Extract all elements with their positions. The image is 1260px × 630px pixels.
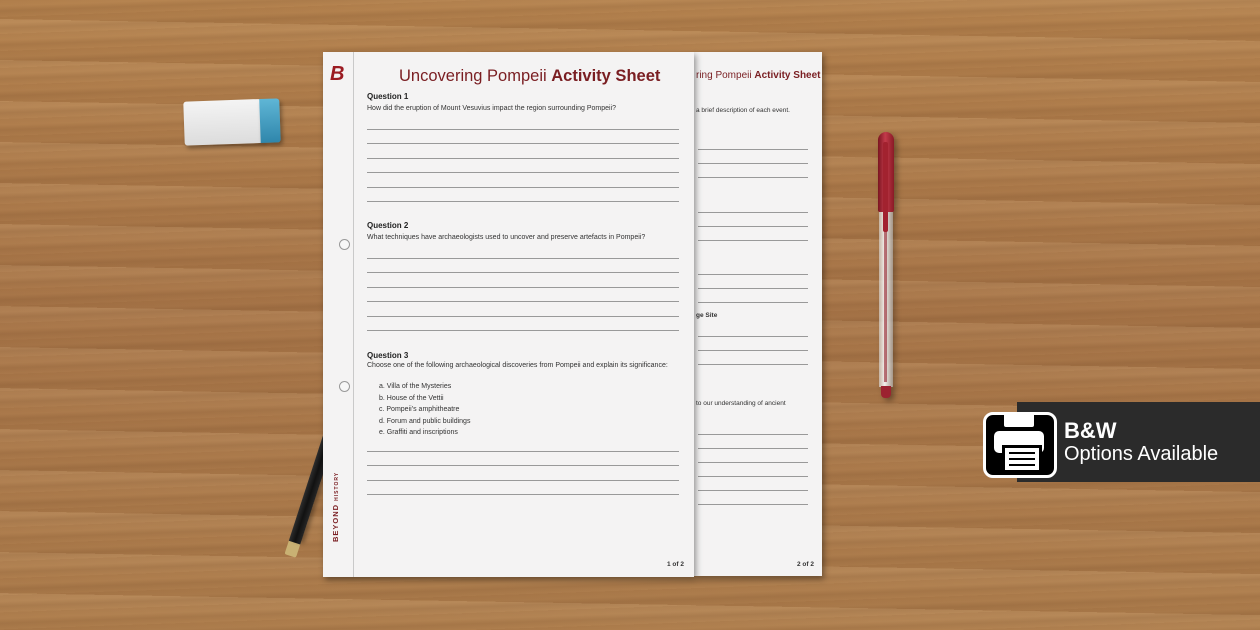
activity-sheet-page-2 — [694, 52, 822, 576]
page-2-heading: ge Site — [696, 312, 718, 319]
question-3-answer-lines — [367, 437, 679, 495]
page-2-instruction: a brief description of each event. — [696, 107, 790, 114]
question-2-text: What techniques have archaeologists used to uncover and preserve artefacts in Pompeii? — [367, 234, 646, 241]
page-2-answer-lines-5 — [698, 422, 808, 505]
question-1-text: How did the eruption of Mount Vesuvius impact the region surrounding Pompeii? — [367, 105, 617, 112]
question-1-answer-lines — [367, 115, 679, 202]
page-1-number: 1 of 2 — [667, 561, 684, 568]
page-2-answer-lines-3 — [698, 262, 808, 303]
question-2-heading: Question 2 — [367, 221, 409, 230]
punch-hole — [339, 239, 350, 250]
page-2-question-text: to our understanding of ancient — [696, 400, 786, 407]
question-3-text: Choose one of the following archaeological discoveries from Pompeii and explain its significance: — [367, 362, 668, 369]
question-3-options — [379, 381, 470, 439]
page-2-answer-lines-4 — [698, 324, 808, 365]
printer-icon — [983, 412, 1057, 478]
option-item: e. Graffiti and inscriptions — [379, 429, 458, 436]
badge-title: B&W — [1064, 418, 1117, 443]
page-title: Uncovering Pompeii Activity Sheet — [399, 67, 661, 85]
brand-logo-icon: B — [330, 63, 345, 85]
bw-options-badge — [1017, 402, 1260, 482]
brand-name: BEYOND HISTORY — [331, 471, 340, 542]
option-item: c. Pompeii’s amphitheatre — [379, 406, 460, 413]
punch-hole — [339, 381, 350, 392]
question-2-answer-lines — [367, 244, 679, 331]
activity-sheet-page-1 — [323, 52, 694, 577]
question-3-heading: Question 3 — [367, 351, 409, 360]
page-2-number: 2 of 2 — [797, 561, 814, 568]
option-item: d. Forum and public buildings — [379, 417, 471, 425]
pen — [877, 132, 895, 400]
page-2-title: ring Pompeii Activity Sheet — [696, 70, 821, 81]
badge-subtitle: Options Available — [1064, 443, 1219, 465]
option-item: a. Villa of the Mysteries — [379, 383, 452, 390]
question-1-heading: Question 1 — [367, 92, 409, 101]
page-2-answer-lines-2 — [698, 200, 808, 241]
option-item: b. House of the Vettii — [379, 394, 444, 402]
eraser — [183, 98, 280, 145]
page-2-answer-lines-1 — [698, 137, 808, 178]
